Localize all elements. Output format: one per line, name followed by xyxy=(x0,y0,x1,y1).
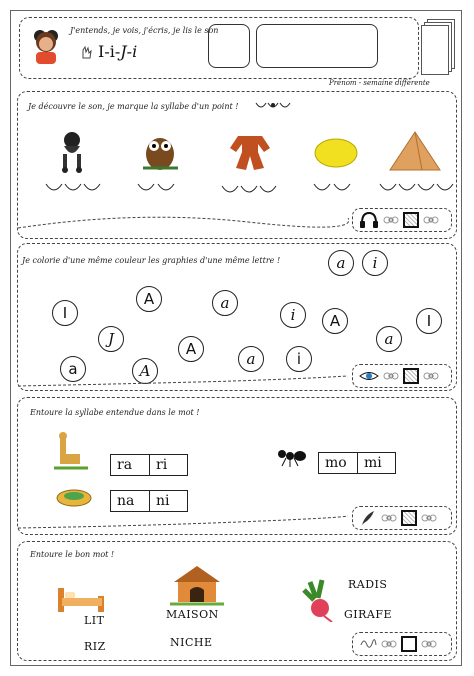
letter-circle[interactable]: A xyxy=(132,358,158,384)
eye-icon xyxy=(359,369,379,383)
lemon-image xyxy=(312,136,360,170)
quill-icon xyxy=(359,509,377,527)
example-letter-a: a xyxy=(328,250,354,276)
headphones-icon xyxy=(359,211,379,229)
giraffe-image xyxy=(54,430,88,472)
exercise3-tools xyxy=(352,506,452,530)
exercise3-panel xyxy=(17,397,457,535)
syllable-option[interactable]: ra xyxy=(117,457,133,473)
pyramid-image xyxy=(388,130,442,172)
exercise1-instruction: Je découvre le son, je marque la syllabe d'un point ! xyxy=(28,102,239,111)
syllable-choice-giraffe xyxy=(110,454,188,476)
sound-title xyxy=(98,42,137,61)
syllable-choice-ant xyxy=(318,452,396,474)
letter-circle[interactable]: a xyxy=(60,356,86,382)
exercise4-instruction: Entoure le bon mot ! xyxy=(30,550,115,559)
exercise2-tools xyxy=(352,364,452,388)
letter-circle[interactable]: i xyxy=(280,302,306,328)
letter-circle[interactable]: I xyxy=(416,308,442,334)
flower-icon xyxy=(381,637,397,651)
word-option[interactable]: GIRAFE xyxy=(344,608,393,621)
word-option[interactable]: RIZ xyxy=(84,640,106,653)
syllable-option[interactable]: na xyxy=(117,493,135,509)
pajamas-image xyxy=(228,132,274,172)
score-box[interactable] xyxy=(403,212,419,228)
syllable-option[interactable]: mo xyxy=(325,455,347,471)
radish-image xyxy=(296,578,336,622)
ant-image xyxy=(274,444,308,468)
score-box[interactable] xyxy=(403,368,419,384)
bed-image xyxy=(56,584,106,614)
pajamas-syllable-arcs[interactable] xyxy=(220,184,280,198)
syllable-option[interactable]: ni xyxy=(149,491,187,511)
letter-circle[interactable]: a xyxy=(376,326,402,352)
doghouse-image xyxy=(170,564,224,606)
word-option[interactable]: MAISON xyxy=(166,608,219,621)
poodle-syllable-arcs[interactable] xyxy=(44,182,104,196)
letter-circle[interactable]: J xyxy=(98,326,124,352)
flower-icon xyxy=(423,213,439,227)
owl-syllable-arcs[interactable] xyxy=(136,182,180,196)
score-box[interactable] xyxy=(401,636,417,652)
word-option[interactable]: LIT xyxy=(84,614,105,627)
letter-circle[interactable]: A xyxy=(178,336,204,362)
exercise1-tools xyxy=(352,208,452,232)
word-option[interactable]: NICHE xyxy=(170,636,213,649)
answer-box-large[interactable] xyxy=(256,24,378,68)
exercise4-tools xyxy=(352,632,452,656)
letter-circle[interactable]: a xyxy=(238,346,264,372)
header-footer-note: Prénom - semaine différente xyxy=(329,79,430,87)
flower-icon xyxy=(421,637,437,651)
worksheet-page xyxy=(10,10,462,666)
sound-title-print: I-i- xyxy=(98,42,121,61)
letter-circle[interactable]: a xyxy=(212,290,238,316)
header-panel xyxy=(19,17,419,79)
girl-illustration xyxy=(26,24,66,66)
exercise4-panel xyxy=(17,541,457,661)
answer-box-small[interactable] xyxy=(208,24,250,68)
sound-title-cursive: J-i xyxy=(120,42,138,61)
flower-icon xyxy=(421,511,437,525)
example-letter-i: i xyxy=(362,250,388,276)
flower-icon xyxy=(383,369,399,383)
exercise2-panel xyxy=(17,243,457,391)
scribble-icon xyxy=(359,635,377,653)
letter-circle[interactable]: A xyxy=(322,308,348,334)
flower-icon xyxy=(423,369,439,383)
pyramid-syllable-arcs[interactable] xyxy=(378,182,456,196)
syllable-option[interactable]: mi xyxy=(357,453,395,473)
syllable-example-icon xyxy=(254,100,294,112)
exercise1-panel xyxy=(17,91,457,239)
letter-circle[interactable]: A xyxy=(136,286,162,312)
word-option[interactable]: RADIS xyxy=(348,578,388,591)
hand-icon xyxy=(80,44,92,60)
letter-circle[interactable]: i xyxy=(286,346,312,372)
owl-image xyxy=(138,132,182,174)
exercise2-instruction: Je colorie d'une même couleur les graphies d'une même lettre ! xyxy=(22,256,281,265)
poodle-image xyxy=(50,130,94,174)
exercise3-instruction: Entoure la syllabe entendue dans le mot ! xyxy=(30,408,200,417)
syllable-option[interactable]: ri xyxy=(149,455,187,475)
score-box[interactable] xyxy=(401,510,417,526)
page-stack-icon xyxy=(421,19,457,73)
header-instruction: J'entends, je vois, j'écris, je lis le son xyxy=(70,26,219,35)
flower-icon xyxy=(381,511,397,525)
lemon-syllable-arcs[interactable] xyxy=(312,182,356,196)
flower-icon xyxy=(383,213,399,227)
letter-circle[interactable]: I xyxy=(52,300,78,326)
